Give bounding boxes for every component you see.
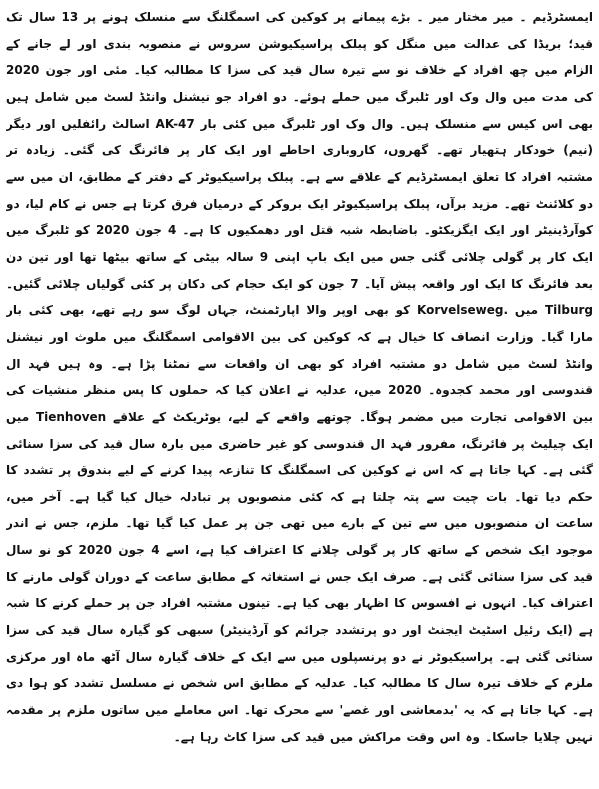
article-body: ایمسٹرڈیم ۔ میر مختار میر ۔ بڑے پیمانے پر کوکین کی اسمگلنگ سے منسلک ہونے پر 13 سال تک قید؛ بریڈا کی عدالت میں منگل کو پبلک پراسیکیوشن سروس نے منصوبہ بندی اور لے جانے کے الزام میں چھ افراد کے خلاف نو سے تیرہ سال قید کی سزا کا مطالبہ کیا۔ مئی اور جون 2020 کی مدت میں وال وک اور ٹلبرگ میں حملے ہوئے۔ دو افراد جو نیشنل وانٹڈ لسٹ میں شامل ہیں بھی اس کیس سے منسلک ہیں۔ وال وک اور ٹلبرگ میں کئی بار AK-47 اسالٹ رائفلیں اور دیگر (نیم) خودکار ہتھیار تھے۔ گھروں، کاروباری احاطے اور ایک کار پر فائرنگ کی گئی۔ زیادہ تر مشتبہ افراد کا تعلق ایمسٹرڈیم کے علاقے سے ہے۔ پبلک پراسیکیوٹر کے دفتر کے مطابق، ان میں سے دو کلائنٹ تھے۔ مزید برآں، پبلک پراسیکیوٹر ایک بروکر کے درمیان فرق کرتا ہے جس نے کام لیا، دو کوآرڈینیٹر اور ایک ایگزیکٹو۔ باضابطہ شبہ قتل اور دھمکیوں کا ہے۔ 4 جون 2020 کو ٹلبرگ میں ایک کار پر گولی چلائی گئی جس میں ایک باپ اپنی 9 سالہ بیٹی کے ساتھ بیٹھا تھا اور تین دن بعد فائرنگ کا ایک اور واقعہ پیش آیا۔ 7 جون کو ایک حجام کی دکان پر کئی گولیاں چلائی گئیں۔ Tilburg میں .Korvelseweg کو بھی اوپر والا اپارٹمنٹ، جہاں لوگ سو رہے تھے، بھی کئی بار مارا گیا۔ وزارت انصاف کا خیال ہے کہ کوکین کی بین الاقوامی اسمگلنگ میں ملوث اور نیشنل وانٹڈ لسٹ میں شامل دو مشتبہ افراد کو بھی ان واقعات سے نمٹنا پڑا ہے۔ وہ ہیں فہد ال قندوسی اور محمد کجدوہ۔ 2020 میں، عدلیہ نے اعلان کیا کہ حملوں کا پس منظر منشیات کی بین الاقوامی تجارت میں مضمر ہوگا۔ چوتھے واقعے کے لیے، یوٹریکٹ کے علاقے Tienhoven میں ایک چیلیٹ پر فائرنگ، مفرور فہد ال قندوسی کو غیر حاضری میں بارہ سال قید کی سزا سنائی گئی ہے۔ کہا جاتا ہے کہ اس نے کوکین کی اسمگلنگ کا تنازعہ پیدا کرنے کے لیے بندوق پر تشدد کا حکم دیا تھا۔ بات چیت سے پتہ چلتا ہے کہ کئی منصوبوں پر تبادلہ خیال کیا گیا ہے۔ آخر میں، ساعت ان منصوبوں میں سے تین کے بارے میں تھی جن پر عمل کیا گیا تھا۔ ملزم، جس نے اندر موجود ایک شخص کے ساتھ کار پر گولی چلانے کا اعتراف کیا ہے، اسے 4 جون 2020 کو نو سال قید کی سزا سنائی گئی ہے۔ صرف ایک جس نے استغاثہ کے مطابق ساعت کے دوران گولی مارنے کا اعتراف کیا۔ انہوں نے افسوس کا اظہار بھی کیا ہے۔ تینوں مشتبہ افراد جن پر حملے کرنے کا شبہ ہے (ایک رئیل اسٹیٹ ایجنٹ اور دو پرتشدد جرائم کو آرڈینیٹر) سبھی کو گیارہ سال قید کی سزا سنائی گئی ہے۔ پراسیکیوٹر نے دو پرنسپلوں میں سے ایک کے خلاف گیارہ سال آٹھ ماہ اور مرکزی ملزم کے خلاف تیرہ سال کا مطالبہ کیا۔ عدلیہ کے مطابق اس شخص نے مسلسل تشدد کو ہوا دی ہے۔ کہا جاتا ہے کہ یہ 'بدمعاشی اور غصے' سے محرک تھا۔ اس معاملے میں ساتوں ملزم پر مقدمہ نہیں چلایا جاسکا۔ وہ اس وقت مراکش میں قید کی سزا کاٹ رہا ہے۔ (6, 10, 593, 744)
